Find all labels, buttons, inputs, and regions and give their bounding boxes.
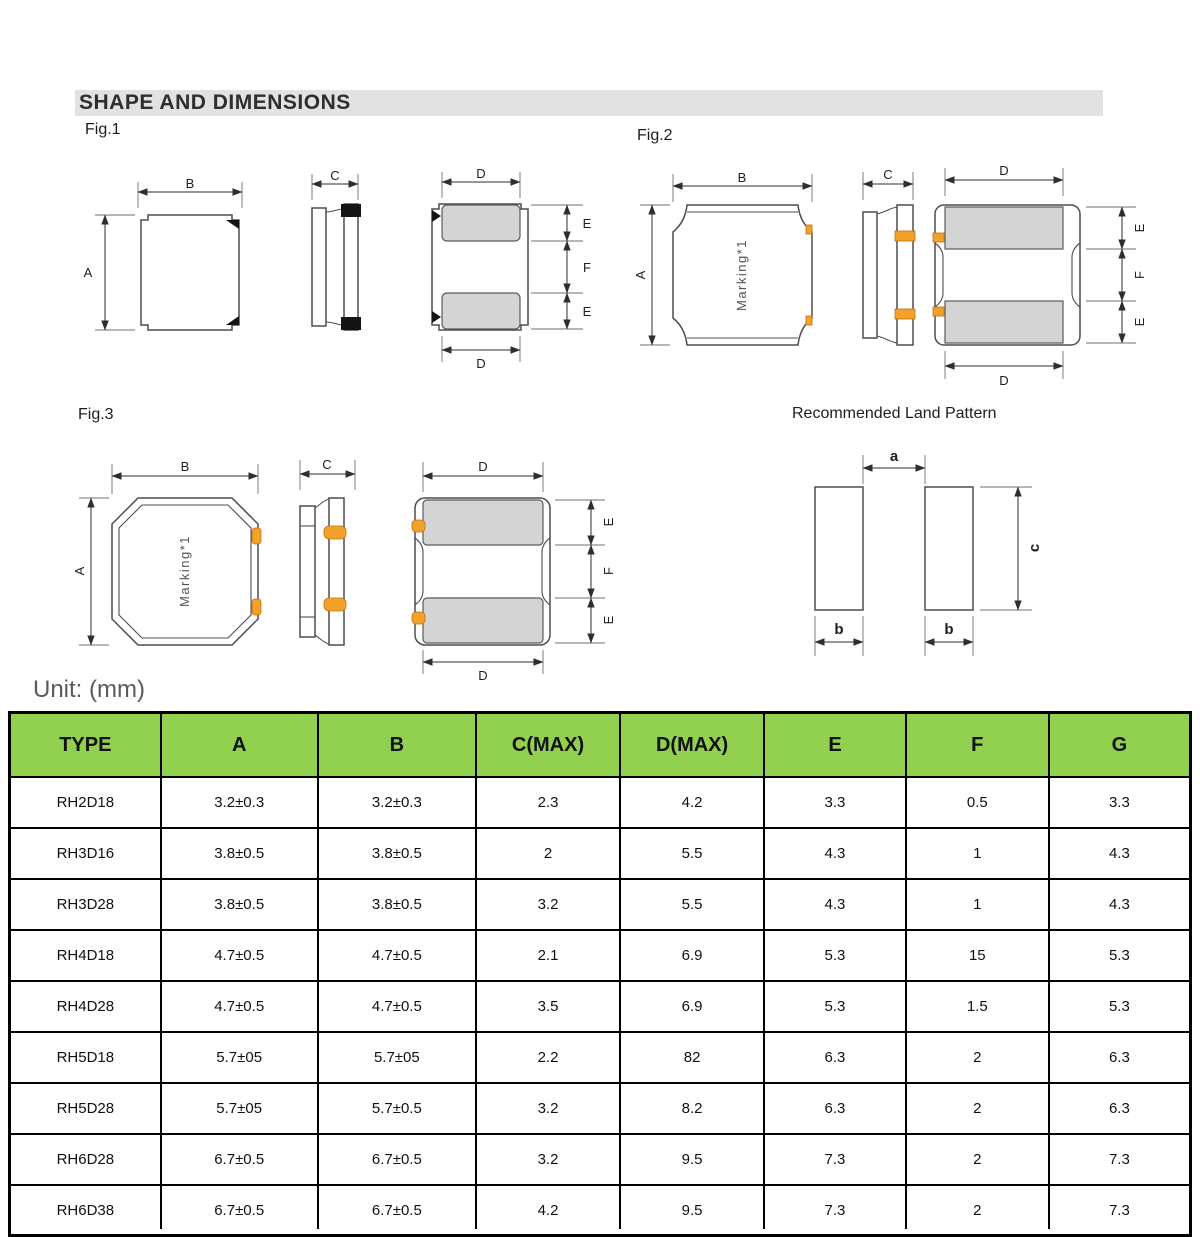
dim-label-B: B xyxy=(180,459,190,474)
table-cell: 2 xyxy=(906,1083,1049,1134)
fig1-side-terminal xyxy=(341,317,361,330)
dim-label-A: A xyxy=(72,566,87,576)
table-cell: 4.3 xyxy=(1049,879,1191,930)
table-cell: 0.5 xyxy=(906,777,1049,828)
dim-label-F: F xyxy=(601,567,616,575)
fig3-label: Fig.3 xyxy=(78,406,114,423)
table-row xyxy=(10,1083,1191,1134)
dim-label-b: b xyxy=(944,621,954,638)
column-header: D(MAX) xyxy=(620,713,764,778)
table-cell: RH3D16 xyxy=(10,828,161,879)
table-cell: 1 xyxy=(906,879,1049,930)
fig2-side-terminal xyxy=(895,309,915,319)
fig2-terminal-mark xyxy=(806,225,812,234)
land-pad xyxy=(815,487,863,610)
dim-label-D: D xyxy=(999,163,1009,178)
table-cell: 8.2 xyxy=(620,1083,764,1134)
dim-label-C: C xyxy=(322,457,332,472)
fig3-drawing xyxy=(65,428,640,683)
dim-label-B: B xyxy=(737,170,747,185)
dim-label-E: E xyxy=(1132,317,1147,327)
table-cell: 2 xyxy=(906,1185,1049,1237)
column-header: A xyxy=(161,713,318,778)
table-cell: 5.5 xyxy=(620,828,764,879)
section-title-bar xyxy=(75,90,1103,116)
table-cell: 5.7±0.5 xyxy=(318,1083,476,1134)
table-cell: 6.9 xyxy=(620,930,764,981)
dim-label-E: E xyxy=(601,517,616,527)
dim-label-F: F xyxy=(583,260,591,275)
table-cell: 1 xyxy=(906,828,1049,879)
table-cell: 4.7±0.5 xyxy=(318,981,476,1032)
dim-label-E: E xyxy=(1132,223,1147,233)
fig2-marking: Marking*1 xyxy=(734,238,749,312)
fig1-label: Fig.1 xyxy=(85,121,121,138)
table-cell: 3.8±0.5 xyxy=(161,879,318,930)
table-cell: 6.3 xyxy=(764,1083,906,1134)
table-cell: 5.3 xyxy=(1049,981,1191,1032)
table-cell: RH4D18 xyxy=(10,930,161,981)
table-row xyxy=(10,879,1191,930)
table-row xyxy=(10,981,1191,1032)
table-cell: 6.9 xyxy=(620,981,764,1032)
column-header: F xyxy=(906,713,1049,778)
table-row xyxy=(10,930,1191,981)
table-cell: 9.5 xyxy=(620,1185,764,1237)
table-cell: 7.3 xyxy=(764,1185,906,1237)
fig2-side-plate xyxy=(863,212,877,338)
dim-label-b: b xyxy=(834,621,844,638)
land-pattern-title: Recommended Land Pattern xyxy=(792,405,997,422)
table-cell: 4.7±0.5 xyxy=(318,930,476,981)
fig1-side-plate xyxy=(312,208,326,326)
fig1-front-body xyxy=(141,215,239,330)
table-cell: 5.7±05 xyxy=(161,1032,318,1083)
dim-label-D: D xyxy=(478,668,488,683)
table-cell: RH6D38 xyxy=(10,1185,161,1237)
table-cell: 5.3 xyxy=(1049,930,1191,981)
dim-label-A: A xyxy=(83,265,93,280)
table-cell: 4.3 xyxy=(1049,828,1191,879)
table-row xyxy=(10,1134,1191,1185)
table-cell: 7.3 xyxy=(764,1134,906,1185)
dim-label-D: D xyxy=(476,356,486,371)
fig2-label: Fig.2 xyxy=(637,127,673,144)
table-cell: 3.2 xyxy=(476,1134,620,1185)
table-cell: 6.3 xyxy=(1049,1083,1191,1134)
dim-label-F: F xyxy=(1132,271,1147,279)
dim-label-C: C xyxy=(883,167,893,182)
table-cell: 4.3 xyxy=(764,879,906,930)
column-header: G xyxy=(1049,713,1191,778)
table-cell: 9.5 xyxy=(620,1134,764,1185)
table-cell: 7.3 xyxy=(1049,1134,1191,1185)
dim-label-D: D xyxy=(999,373,1009,388)
fig3-side-plate xyxy=(329,498,344,645)
fig2-pad xyxy=(945,207,1063,249)
fig2-terminal-mark xyxy=(933,233,944,242)
dim-label-C: C xyxy=(330,168,340,183)
dim-label-c: c xyxy=(1026,543,1043,553)
fig3-side-terminal xyxy=(324,526,346,539)
table-cell: 6.3 xyxy=(764,1032,906,1083)
fig2-side-terminal xyxy=(895,231,915,241)
section-title: SHAPE AND DIMENSIONS xyxy=(79,91,351,114)
fig3-pad xyxy=(423,598,543,643)
table-cell: 3.2±0.3 xyxy=(318,777,476,828)
table-cell: 4.3 xyxy=(764,828,906,879)
dim-label-E: E xyxy=(601,615,616,625)
fig3-side-terminal xyxy=(324,598,346,611)
table-cell: 4.2 xyxy=(620,777,764,828)
table-cell: 4.7±0.5 xyxy=(161,930,318,981)
fig1-side-plate xyxy=(344,204,358,330)
table-cell: 4.7±0.5 xyxy=(161,981,318,1032)
table-row xyxy=(10,777,1191,828)
table-cell: 5.7±05 xyxy=(161,1083,318,1134)
column-header: B xyxy=(318,713,476,778)
table-cell: 3.2±0.3 xyxy=(161,777,318,828)
land-pad xyxy=(925,487,973,610)
table-cell: RH4D28 xyxy=(10,981,161,1032)
table-cell: 3.3 xyxy=(1049,777,1191,828)
unit-label: Unit: (mm) xyxy=(33,676,145,703)
table-cell: 3.2 xyxy=(476,879,620,930)
dim-label-D: D xyxy=(476,166,486,181)
dim-label-A: A xyxy=(633,270,648,280)
fig2-side-plate xyxy=(897,205,913,345)
land-pattern-drawing xyxy=(770,428,1070,683)
table-cell: 2.1 xyxy=(476,930,620,981)
table-cell: 2.2 xyxy=(476,1032,620,1083)
fig1-side-terminal xyxy=(341,204,361,217)
table-cell: 4.2 xyxy=(476,1185,620,1237)
table-cell: 3.8±0.5 xyxy=(318,879,476,930)
table-cell: 2.3 xyxy=(476,777,620,828)
table-cell: 3.3 xyxy=(764,777,906,828)
table-cell: 15 xyxy=(906,930,1049,981)
table-cell: 6.7±0.5 xyxy=(161,1134,318,1185)
fig3-marking: Marking*1 xyxy=(177,534,192,608)
table-cell: 82 xyxy=(620,1032,764,1083)
column-header: E xyxy=(764,713,906,778)
table-cell: RH3D28 xyxy=(10,879,161,930)
fig2-drawing xyxy=(628,148,1193,406)
table-cell: 7.3 xyxy=(1049,1185,1191,1237)
dim-label-a: a xyxy=(889,448,899,465)
fig1-pad xyxy=(442,293,520,329)
table-cell: 3.2 xyxy=(476,1083,620,1134)
table-cell: 6.7±0.5 xyxy=(161,1185,318,1237)
table-cell: 2 xyxy=(906,1032,1049,1083)
table-header-row xyxy=(10,713,1191,778)
dimensions-table xyxy=(8,711,1192,1237)
dim-label-E: E xyxy=(582,304,592,319)
table-cell: RH6D28 xyxy=(10,1134,161,1185)
table-cell: RH5D18 xyxy=(10,1032,161,1083)
fig2-terminal-mark xyxy=(806,316,812,325)
table-cell: 5.3 xyxy=(764,930,906,981)
dim-label-B: B xyxy=(185,176,195,191)
fig2-terminal-mark xyxy=(933,307,944,316)
fig3-pad xyxy=(423,500,543,545)
table-cell: 6.3 xyxy=(1049,1032,1191,1083)
fig3-terminal-mark xyxy=(412,612,425,624)
table-cell: 2 xyxy=(476,828,620,879)
table-cell: 2 xyxy=(906,1134,1049,1185)
table-row xyxy=(10,1032,1191,1083)
dim-label-D: D xyxy=(478,459,488,474)
column-header: TYPE xyxy=(10,713,161,778)
column-header: C(MAX) xyxy=(476,713,620,778)
table-cell: 1.5 xyxy=(906,981,1049,1032)
fig2-pad xyxy=(945,301,1063,343)
dim-label-E: E xyxy=(582,216,592,231)
table-cell: 6.7±0.5 xyxy=(318,1185,476,1237)
table-row xyxy=(10,828,1191,879)
table-cell: 5.5 xyxy=(620,879,764,930)
fig3-terminal-mark xyxy=(412,520,425,532)
fig3-terminal-mark xyxy=(252,528,261,544)
table-continuation-strip xyxy=(8,1229,1192,1237)
table-cell: 3.8±0.5 xyxy=(161,828,318,879)
fig3-terminal-mark xyxy=(252,599,261,615)
table-cell: RH5D28 xyxy=(10,1083,161,1134)
table-cell: 3.5 xyxy=(476,981,620,1032)
table-cell: RH2D18 xyxy=(10,777,161,828)
table-cell: 6.7±0.5 xyxy=(318,1134,476,1185)
table-cell: 5.3 xyxy=(764,981,906,1032)
table-cell: 3.8±0.5 xyxy=(318,828,476,879)
fig1-pad xyxy=(442,205,520,241)
fig1-drawing xyxy=(75,150,620,390)
table-cell: 5.7±05 xyxy=(318,1032,476,1083)
